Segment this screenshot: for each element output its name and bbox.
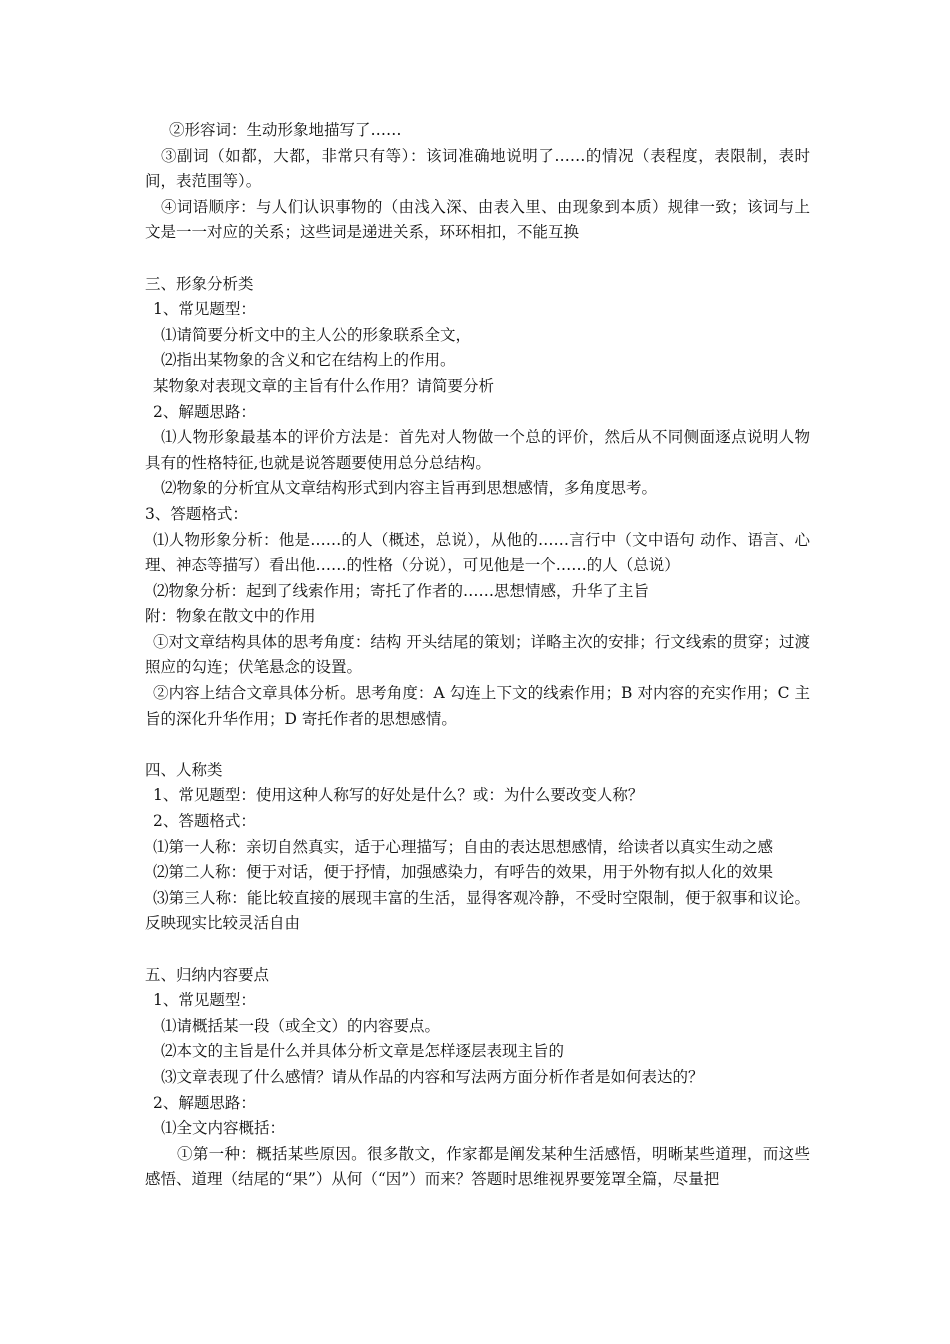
paragraph-adjective: ②形容词：生动形象地描写了…… [169, 121, 402, 139]
paragraph-adverb-text: ③副词（如都，大都，非常只有等）：该词准确地说明了……的情况（表程度，表限制，表时间，表范围等）。 [145, 146, 810, 191]
s3-type-b: ⑵指出某物象的含义和它在结构上的作用。 [161, 351, 456, 370]
spacer [145, 246, 810, 272]
s3-appendix: 附：物象在散文中的作用 [145, 607, 316, 626]
s3-format-a [145, 528, 810, 579]
s3-type-a: ⑴请简要分析文中的主人公的形象联系全文， [161, 325, 472, 344]
s5-approach-b [145, 1142, 810, 1193]
s3-approach-b: ⑵物象的分析宜从文章结构形式到内容主旨再到思想感情，多角度思考。 [161, 479, 658, 498]
s5-type-b: ⑵本文的主旨是什么并具体分析文章是怎样逐层表现主旨的 [161, 1042, 565, 1061]
s3-appendix-1-text: ①对文章结构具体的思考角度：结构 开头结尾的策划；详略主次的安排；行文线索的贯穿；过渡照应的勾连；伏笔悬念的设置。 [145, 632, 810, 677]
s3-format: 3、答题格式： [145, 504, 248, 523]
paragraph-adverb [145, 144, 810, 195]
s3-type-c: 某物象对表现文章的主旨有什么作用？请简要分析 [153, 376, 495, 395]
s3-format-a-text: ⑴人物形象分析：他是……的人（概述，总说），从他的……言行中（文中语句 动作、语言、心理、神态等描写）看出他……的性格（分说），可见他是一个……的人（总说） [145, 530, 810, 575]
s4-third-person [145, 886, 810, 937]
s5-approach-b-text: ①第一种：概括某些原因。很多散文，作家都是阐发某种生活感悟，明晰某些道理，而这些感悟、道理（结尾的“果”）从何（“因”）而来？答题时思维视界要笼罩全篇，尽量把 [145, 1144, 810, 1189]
spacer [145, 732, 810, 758]
s5-type-a: ⑴请概括某一段（或全文）的内容要点。 [161, 1016, 441, 1035]
s4-format: 2、答题格式： [153, 812, 256, 831]
s5-type-c: ⑶文章表现了什么感情？请从作品的内容和写法两方面分析作者是如何表达的？ [161, 1067, 704, 1086]
paragraph-word-order [145, 195, 810, 246]
s3-appendix-2-text: ②内容上结合文章具体分析。思考角度：A 勾连上下文的线索作用；B 对内容的充实作用；C 主旨的深化升华作用；D 寄托作者的思想感情。 [145, 684, 810, 728]
s4-first-person [145, 835, 810, 861]
s3-format-b: ⑵物象分析：起到了线索作用；寄托了作者的……思想情感，升华了主旨 [153, 581, 650, 600]
s3-common-types: 1、常见题型： [153, 300, 256, 319]
s4-second-person-text: ⑵第二人称：便于对话，便于抒情，加强感染力，有呼告的效果，用于外物有拟人化的效果 [153, 863, 774, 882]
section-4-heading: 四、人称类 [145, 760, 223, 779]
s5-approach: 2、解题思路： [153, 1093, 256, 1112]
s4-third-person-text: ⑶第三人称：能比较直接的展现丰富的生活，显得客观冷静，不受时空限制，便于叙事和议论。反映现实比较灵活自由 [145, 888, 810, 933]
s5-common-types: 1、常见题型： [153, 991, 256, 1010]
s4-common-types: 1、常见题型：使用这种人称写的好处是什么？或：为什么要改变人称？ [153, 786, 644, 805]
s3-approach-a [145, 425, 810, 476]
section-3-heading: 三、形象分析类 [145, 274, 254, 293]
s3-appendix-2 [145, 681, 810, 732]
paragraph-word-order-text: ④词语顺序：与人们认识事物的（由浅入深、由表入里、由现象到本质）规律一致；该词与上文是一一对应的关系；这些词是递进关系，环环相扣，不能互换 [145, 197, 810, 242]
s4-first-person-text: ⑴第一人称：亲切自然真实，适于心理描写；自由的表达思想感情，给读者以真实生动之感 [153, 837, 774, 856]
s3-appendix-1 [145, 630, 810, 681]
section-5-heading: 五、归纳内容要点 [145, 965, 270, 984]
s3-approach: 2、解题思路： [153, 402, 256, 421]
spacer [145, 937, 810, 963]
document-page [145, 118, 810, 1193]
s3-approach-a-text: ⑴人物形象最基本的评价方法是：首先对人物做一个总的评价，然后从不同侧面逐点说明人物具有的性格特征,也就是说答题要使用总分总结构。 [145, 428, 810, 472]
s4-second-person [145, 860, 810, 886]
s5-approach-a: ⑴全文内容概括： [161, 1119, 286, 1138]
